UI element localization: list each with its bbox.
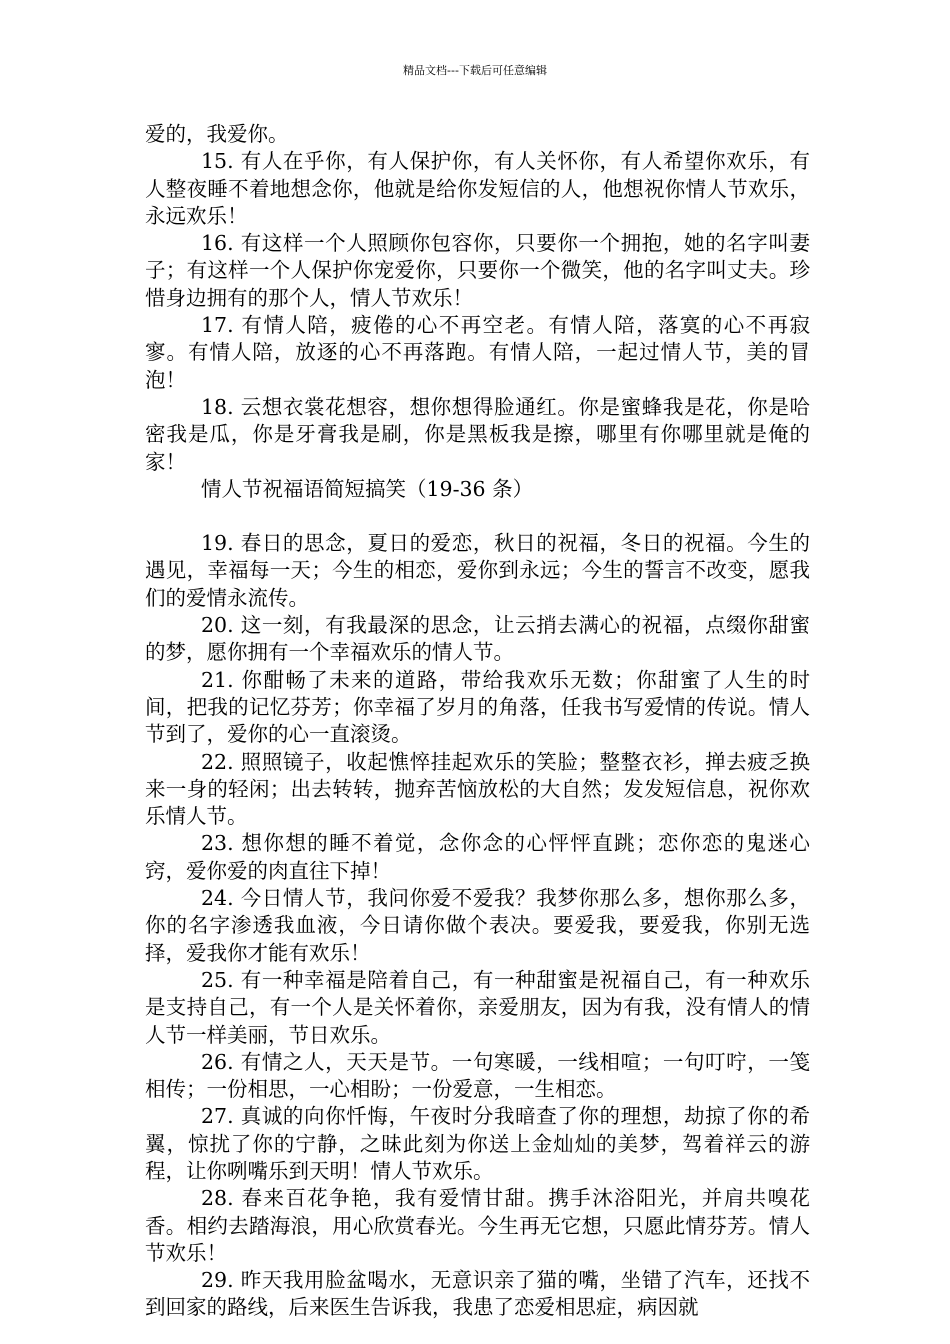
section-title: 情人节祝福语简短搞笑（19-36 条） (201, 476, 534, 501)
continuation-line: 爱的，我爱你。 (145, 122, 289, 146)
paragraph-15: 15. 有人在乎你，有人保护你，有人关怀你，有人希望你欢乐，有人整夜睡不着地想念你，他就是给你发短信的人，他想祝你情人节欢乐，永远欢乐！ (145, 149, 810, 228)
paragraph-24: 24. 今日情人节，我问你爱不爱我？我梦你那么多，想你那么多，你的名字渗透我血液，今日请你做个表决。要爱我，要爱我，你别无选择，爱我你才能有欢乐！ (145, 886, 810, 965)
paragraph-17: 17. 有情人陪，疲倦的心不再空老。有情人陪，落寞的心不再寂寥。有情人陪，放逐的心不再落跑。有情人陪，一起过情人节，美的冒泡！ (145, 313, 810, 392)
paragraph-23: 23. 想你想的睡不着觉，念你念的心怦怦直跳；恋你恋的鬼迷心窍，爱你爱的肉直往下掉！ (145, 831, 810, 883)
paragraph-18: 18. 云想衣裳花想容，想你想得脸通红。你是蜜蜂我是花，你是哈密我是瓜，你是牙膏我是刷，你是黑板我是擦，哪里有你哪里就是俺的家！ (145, 394, 810, 474)
paragraph-22: 22. 照照镜子，收起憔悴挂起欢乐的笑脸；整整衣衫，掸去疲乏换来一身的轻闲；出去转转，抛弃苦恼放松的大自然；发发短信息，祝你欢乐情人节。 (145, 749, 810, 829)
paragraph-19: 19. 春日的思念，夏日的爱恋，秋日的祝福，冬日的祝福。今生的遇见，幸福每一天；今生的相恋，爱你到永远；今生的誓言不改变，愿我们的爱情永流传。 (145, 531, 810, 610)
paragraph-26: 26. 有情之人，天天是节。一句寒暖，一线相喧；一句叮咛，一笺相传；一份相思，一心相盼；一份爱意，一生相恋。 (145, 1049, 810, 1102)
paragraph-21: 21. 你酣畅了未来的道路，带给我欢乐无数；你甜蜜了人生的时间，把我的记忆芬芳；你幸福了岁月的角落，任我书写爱情的传说。情人节到了，爱你的心一直滚烫。 (145, 667, 810, 747)
paragraph-25: 25. 有一种幸福是陪着自己，有一种甜蜜是祝福自己，有一种欢乐是支持自己，有一个人是关怀着你，亲爱朋友，因为有我，没有情人的情人节一样美丽，节日欢乐。 (145, 967, 810, 1047)
paragraph-28: 28. 春来百花争艳，我有爱情甘甜。携手沐浴阳光，并肩共嗅花香。相约去踏海浪，用心欣赏春光。今生再无它想，只愿此情芬芳。情人节欢乐！ (145, 1186, 810, 1265)
paragraph-20: 20. 这一刻，有我最深的思念，让云捎去满心的祝福，点缀你甜蜜的梦，愿你拥有一个幸福欢乐的情人节。 (145, 613, 810, 665)
paragraph-16: 16. 有这样一个人照顾你包容你，只要你一个拥抱，她的名字叫妻子；有这样一个人保护你宠爱你，只要你一个微笑，他的名字叫丈夫。珍惜身边拥有的那个人，情人节欢乐！ (145, 231, 810, 310)
paragraph-29: 29. 昨天我用脸盆喝水，无意识亲了猫的嘴，坐错了汽车，还找不到回家的路线，后来医生告诉我，我患了恋爱相思症，病因就 (145, 1268, 810, 1320)
page-header: 精品文档---下载后可任意编辑 (403, 64, 547, 77)
document-body (145, 121, 810, 1322)
paragraph-27: 27. 真诚的向你忏悔，午夜时分我暗查了你的理想，劫掠了你的希翼，惊扰了你的宁静，之昧此刻为你送上金灿灿的美梦，驾着祥云的游程，让你咧嘴乐到天明！情人节欢乐。 (145, 1104, 810, 1183)
